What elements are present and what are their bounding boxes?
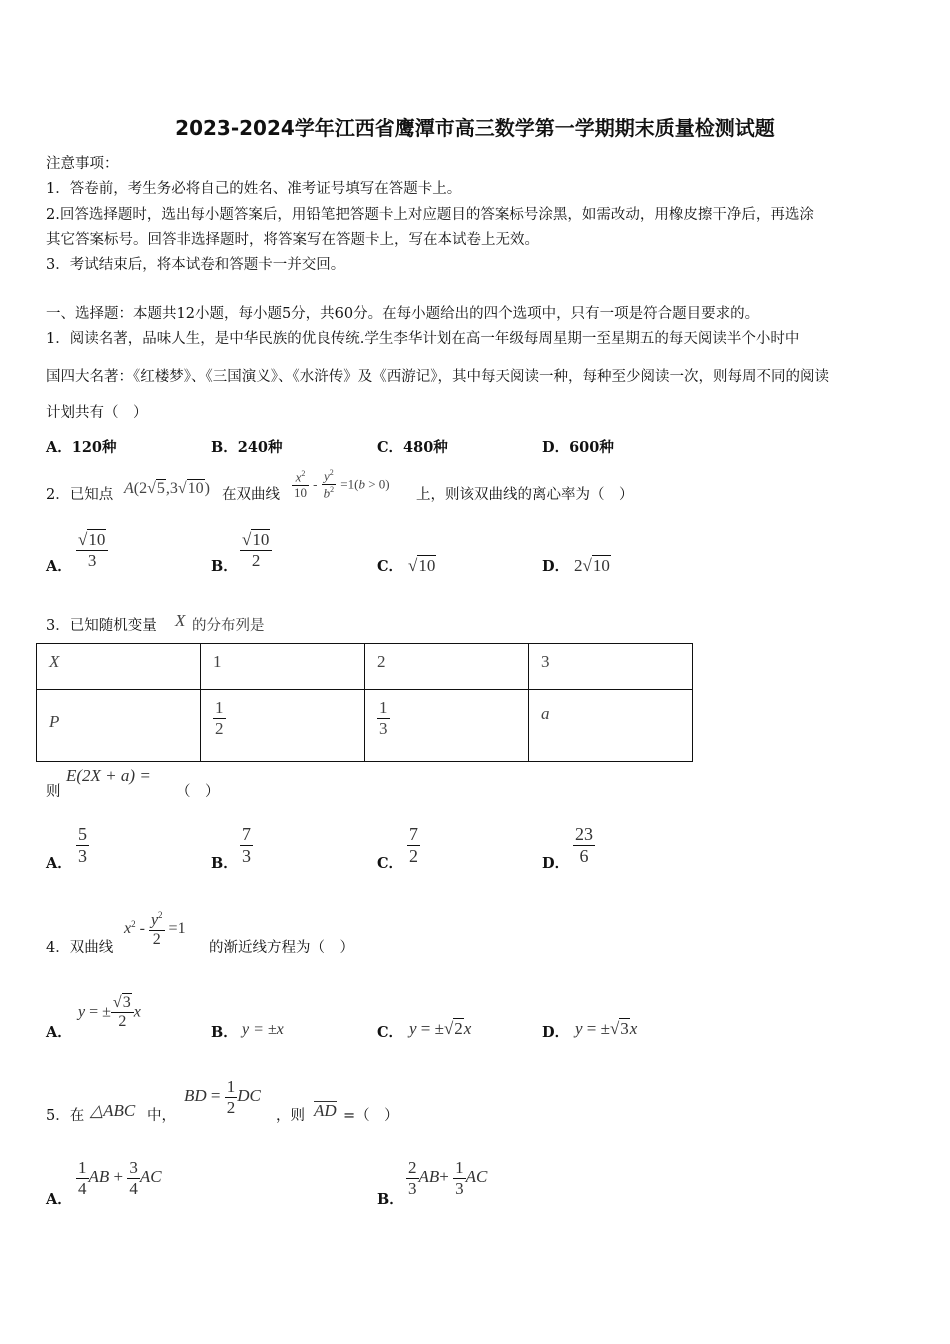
q4-option-a: y = ± $\frac{√3}{2}$ x	[78, 994, 141, 1031]
q5-label-a: A．	[46, 1191, 72, 1208]
q2-label-a: A．	[46, 558, 72, 575]
q5-mid: 中，	[147, 1108, 176, 1124]
table-cell: 3	[529, 644, 693, 690]
q3-label-b: B．	[211, 855, 238, 872]
q2-option-a: $\frac{√10}{3}$	[76, 530, 108, 570]
q4-option-b: y = ±x	[242, 1021, 284, 1038]
notice-item-2b: 其它答案标号。回答非选择题时，将答案写在答题卡上，写在本试卷上无效。	[46, 232, 539, 248]
q5-label-b: B．	[377, 1191, 404, 1208]
table-cell: $\frac{1}{2}$	[201, 690, 365, 762]
table-cell: 1	[201, 644, 365, 690]
q2-suffix: 上，则该双曲线的离心率为（ ）	[416, 487, 634, 503]
q3-label-d: D．	[542, 855, 570, 872]
q5-prefix: 5．在	[46, 1108, 85, 1124]
q3-then: 则	[46, 784, 61, 800]
table-cell: a	[529, 690, 693, 762]
q4-label-c: C．	[377, 1024, 404, 1041]
q1-option-c: C．480种	[377, 439, 448, 456]
notice-item-2a: 2.回答选择题时，选出每小题答案后，用铅笔把答题卡上对应题目的答案标号涂黑，如需改动，用橡皮擦干净后，再选涂	[46, 207, 814, 223]
notice-heading: 注意事项：	[46, 156, 119, 172]
table-cell: 2	[365, 644, 529, 690]
q3-variable: X	[175, 611, 186, 630]
q3-label-a: A．	[46, 855, 72, 872]
table-row	[37, 644, 693, 690]
q2-option-c: √10	[408, 556, 436, 575]
q2-hyperbola-equation: $\frac{x^2}{10}$ - $\frac{y^2}{b^2}$ =1(b > 0)	[294, 468, 390, 501]
q5-comma: ，则	[276, 1108, 305, 1124]
q3-option-d: $\frac{23}{6}$	[575, 824, 593, 866]
q5-option-a: $\frac{1}{4}$ AB + $\frac{3}{4}$ AC	[78, 1158, 162, 1198]
q4-prefix: 4．双曲线	[46, 940, 114, 956]
q1-line-1: 1．阅读名著，品味人生，是中华民族的优良传统.学生李华计划在高一年级每周星期一至星期五的每天阅读半个小时中	[46, 331, 800, 347]
table-cell: $\frac{1}{3}$	[365, 690, 529, 762]
q1-option-a: A．120种	[46, 439, 117, 456]
section-heading: 一、选择题：本题共12小题，每小题5分，共60分。在每小题给出的四个选项中，只有一项是符合题目要求的。	[46, 306, 760, 322]
q4-suffix: 的渐近线方程为（ ）	[209, 940, 354, 956]
q4-label-d: D．	[542, 1024, 570, 1041]
q2-point: A(2√5,3√10)	[124, 480, 210, 497]
q4-option-d: y = ±√3x	[575, 1019, 638, 1038]
q1-line-3: 计划共有（ ）	[46, 405, 148, 421]
q1-option-d: D．600种	[542, 439, 614, 456]
q1-option-b: B．240种	[211, 439, 283, 456]
q2-label-d: D．	[542, 558, 570, 575]
table-row	[37, 690, 693, 762]
q3-stem: 3．已知随机变量	[46, 618, 157, 634]
q5-triangle: △ABC	[90, 1101, 136, 1120]
q3-expression: E(2X + a) =	[66, 766, 151, 785]
q2-option-d: 2√10	[574, 556, 610, 575]
table-cell: X	[37, 644, 201, 690]
q2-label-c: C．	[377, 558, 404, 575]
q2-label-b: B．	[211, 558, 238, 575]
table-cell: P	[37, 690, 201, 762]
q4-hyperbola-equation: $x^2$ - $\frac{y^2}{2}$ =1	[124, 910, 186, 948]
notice-item-3: 3．考试结束后，将本试卷和答题卡一并交回。	[46, 257, 346, 273]
q5-vector-ad: AD	[314, 1101, 337, 1120]
q3-option-a: $\frac{5}{3}$	[78, 824, 87, 866]
q4-option-c: y = ±√2x	[409, 1019, 472, 1038]
q5-suffix: =（ ）	[343, 1108, 399, 1124]
q3-option-b: $\frac{7}{3}$	[242, 824, 251, 866]
q5-condition: BD = $\frac{1}{2}$ DC	[184, 1077, 261, 1117]
notice-item-1: 1．答卷前，考生务必将自己的姓名、准考证号填写在答题卡上。	[46, 181, 462, 197]
q3-label-c: C．	[377, 855, 404, 872]
q1-line-2: 国四大名著：《红楼梦》、《三国演义》、《水浒传》及《西游记》，其中每天阅读一种，每种至少阅读一次，则每周不同的阅读	[46, 369, 829, 385]
q2-option-b: $\frac{√10}{2}$	[240, 530, 272, 570]
distribution-table	[36, 643, 693, 762]
q5-option-b: $\frac{2}{3}$ AB+ $\frac{1}{3}$ AC	[408, 1158, 488, 1198]
q4-label-a: A．	[46, 1024, 72, 1041]
q2-prefix: 2．已知点	[46, 487, 114, 503]
q3-stem-2: 的分布列是	[192, 618, 265, 634]
page-title: 2023-2024学年江西省鹰潭市高三数学第一学期期末质量检测试题	[175, 116, 775, 140]
q4-label-b: B．	[211, 1024, 238, 1041]
q2-mid: 在双曲线	[222, 487, 280, 503]
q3-option-c: $\frac{7}{2}$	[409, 824, 418, 866]
q3-paren: （ ）	[176, 784, 220, 800]
